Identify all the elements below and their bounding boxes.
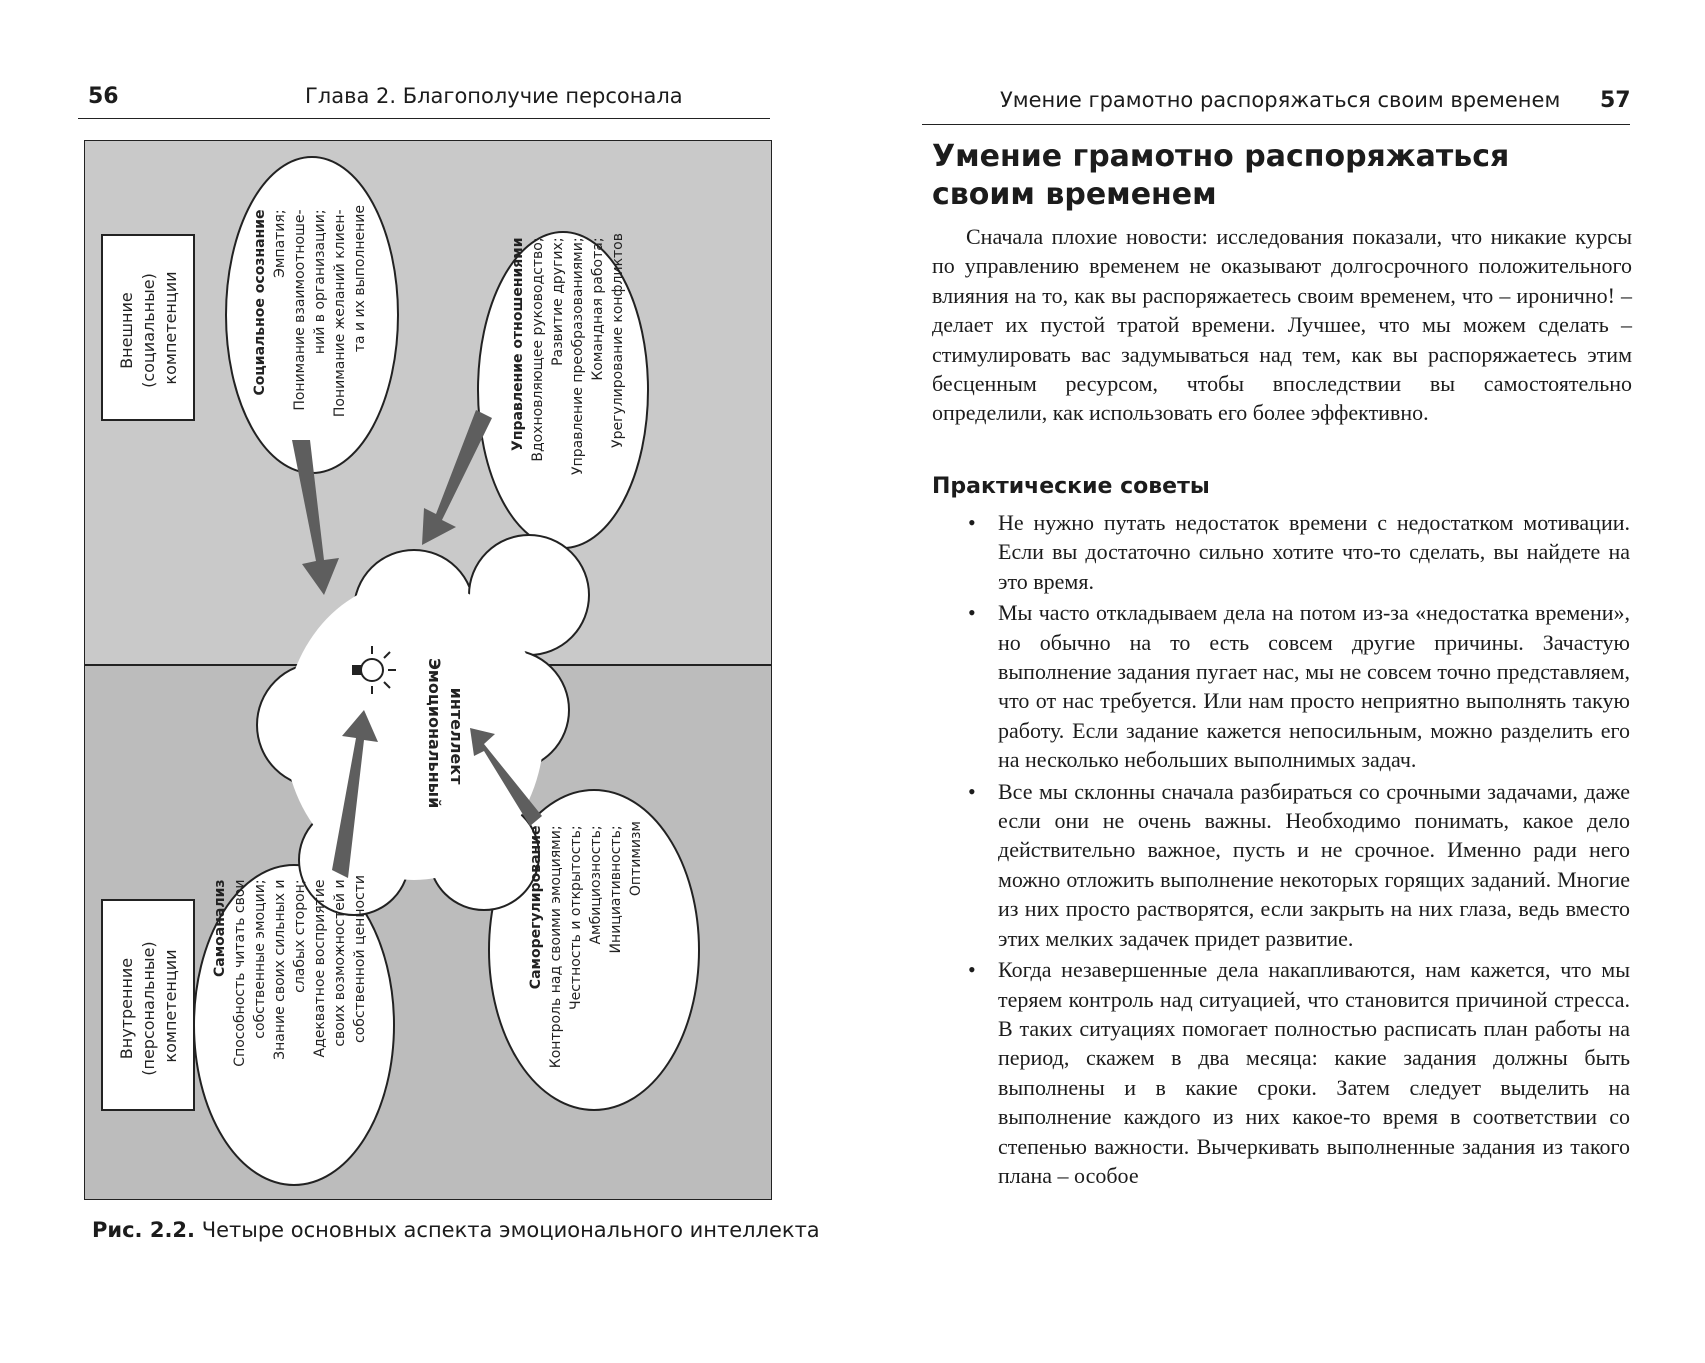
svg-text:Самоанализ Способность ч: Самоанализ Способность читать свои собственные эмоции; Знание своих сильных и слабых сторон; Адекватное восприятие своих возможностей и собственной ценности (212, 875, 368, 1067)
tips-list (968, 508, 1630, 1192)
self-analysis-title: Самоанализ (212, 879, 228, 978)
subsection-title: Практические советы (932, 474, 1210, 499)
left-header-rule (78, 118, 770, 119)
bullet-icon: • (968, 600, 976, 626)
intro-paragraph: Сначала плохие новости: исследования показали, что никакие курсы по управлению временем не оказывают долгосрочного положительного влияния на то, как вы распоряжаетесь своим временем, что – иронично! – делает их пустой тратой времени. Лучшее, что мы можем сделать – стимулировать вас задумываться над тем, как вы распоряжаетесь этим бесценным ресурсом, чтобы впоследствии вы самостоятельно определили, как использовать его более эффективно. (932, 224, 1632, 426)
svg-text:Саморегулирование Контро: Саморегулирование Контроль над своими эмоциями; Честность и открытость; Амбициозность; Инициативность; Оптимизм (528, 821, 644, 1069)
center-label: Эмоциональный интеллект (425, 658, 466, 809)
emotional-intelligence-figure (84, 140, 772, 1200)
list-item (968, 508, 1630, 596)
left-running-head: Глава 2. Благополучие персонала (305, 84, 683, 108)
svg-text:Управление отношениями В: Управление отношениями Вдохновляющее руководство; Развитие других; Управление преобразованиями; Командная работа; Урегулирование конфликтов (510, 233, 626, 475)
list-item (968, 777, 1630, 953)
figure-caption-text: Четыре основных аспекта эмоционального интеллекта (201, 1218, 820, 1242)
right-page-number: 57 (1600, 88, 1631, 113)
bullet-icon: • (968, 510, 976, 535)
external-label: Внешние (социальные) компетенции (117, 271, 180, 388)
section-title-line-2: своим временем (932, 177, 1217, 212)
bullet-icon: • (968, 957, 976, 983)
relationship-management-title: Управление отношениями (510, 237, 526, 451)
self-regulation-title: Саморегулирование (528, 825, 544, 990)
list-item (968, 955, 1630, 1190)
tip-text: Мы часто откладываем дела на потом из-за «недостатка времени», но обычно на то есть совсем другие причины. Зачастую выполнение задания пугает нас, мы не совсем точно представляем, что от нас требуется. Или нам просто неприятно выполнять такую работу. Если задание кажется непосильным, можно разделить его на несколько небольших выполнимых задач. (998, 600, 1630, 773)
svg-text:Социальное осознание Эмп: Социальное осознание Эмпатия; Понимание взаимоотноше- ний в организации; Понимание желаний клиен- та и их выполнение (252, 205, 368, 418)
internal-label: Внутренние (персональные) компетенции (117, 941, 180, 1076)
figure-caption-label: Рис. 2.2. (92, 1218, 196, 1242)
section-title (932, 138, 1632, 214)
right-running-head: Умение грамотно распоряжаться своим временем (1000, 88, 1561, 112)
left-page-number: 56 (88, 84, 119, 109)
tip-text: Все мы склонны сначала разбираться со срочными задачами, даже если они не очень важны. Необходимо понимать, какое дело действительно важное, пусть и не срочное. Именно ради него можно отложить выполнение некоторых горящих заданий. Многие из них просто растворятся, если закрыть на них глаза, ведь вместо этих мелких задачек придет развитие. (998, 778, 1630, 951)
tip-text: Когда незавершенные дела накапливаются, нам кажется, что мы теряем контроль над ситуацией, что становится причиной стресса. В таких ситуациях помогает полностью расписать план работы на период, скажем в два месяца: какие задания должны быть выполнены и в какие сроки. Затем следует выделить на выполнение каждого из них какое-то время в соответствии со степенью важности. Вычеркивать выполненные задания из такого плана – особое (998, 957, 1630, 1188)
section-title-line-1: Умение грамотно распоряжаться (932, 139, 1510, 174)
social-awareness-title: Социальное осознание (252, 209, 268, 396)
tip-text: Не нужно путать недостаток времени с недостатком мотивации. Если вы достаточно сильно хотите что-то сделать, вы найдете на это время. (998, 510, 1630, 594)
right-header-rule (922, 124, 1630, 125)
figure-caption (92, 1218, 820, 1242)
bullet-icon: • (968, 778, 976, 804)
list-item (968, 598, 1630, 774)
